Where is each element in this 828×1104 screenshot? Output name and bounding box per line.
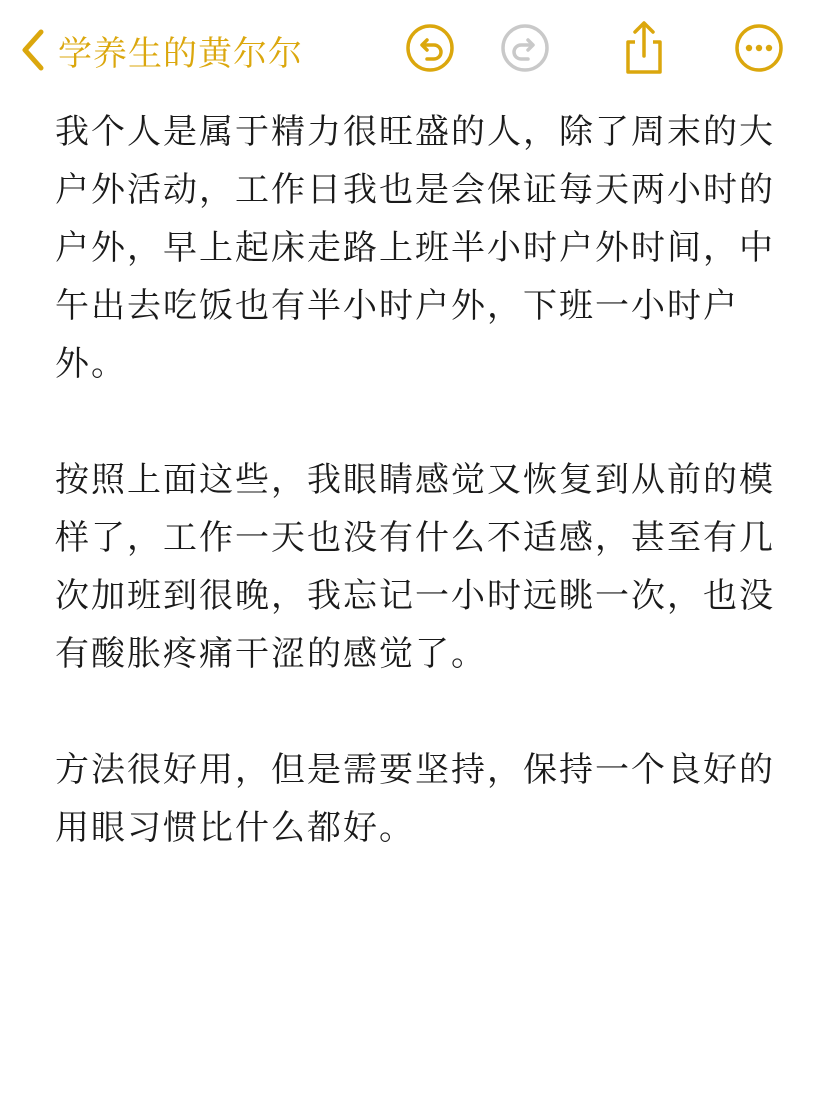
share-icon [620,20,668,80]
note-paragraph: 方法很好用，但是需要坚持，保持一个良好的用眼习惯比什么都好。 [55,750,775,848]
undo-button[interactable] [402,22,458,78]
back-label: 学养生的黄尔尔 [58,33,303,74]
chevron-left-icon [20,28,46,72]
more-button[interactable] [731,22,787,78]
undo-icon [405,23,455,77]
redo-icon [500,23,550,77]
note-paragraph: 按照上面这些，我眼睛感觉又恢复到从前的模样了，工作一天也没有什么不适感，甚至有几次加班到很晚，我忘记一小时远眺一次，也没有酸胀疼痛干涩的感觉了。 [55,460,775,674]
note-body[interactable] [55,103,775,915]
navigation-bar [0,0,828,100]
share-button[interactable] [616,22,672,78]
back-button[interactable] [20,22,303,78]
note-paragraph: 我个人是属于精力很旺盛的人，除了周末的大户外活动，工作日我也是会保证每天两小时的户外，早上起床走路上班半小时户外时间，中午出去吃饭也有半小时户外，下班一小时户外。 [55,112,775,384]
more-icon [734,23,784,77]
redo-button[interactable] [497,22,553,78]
